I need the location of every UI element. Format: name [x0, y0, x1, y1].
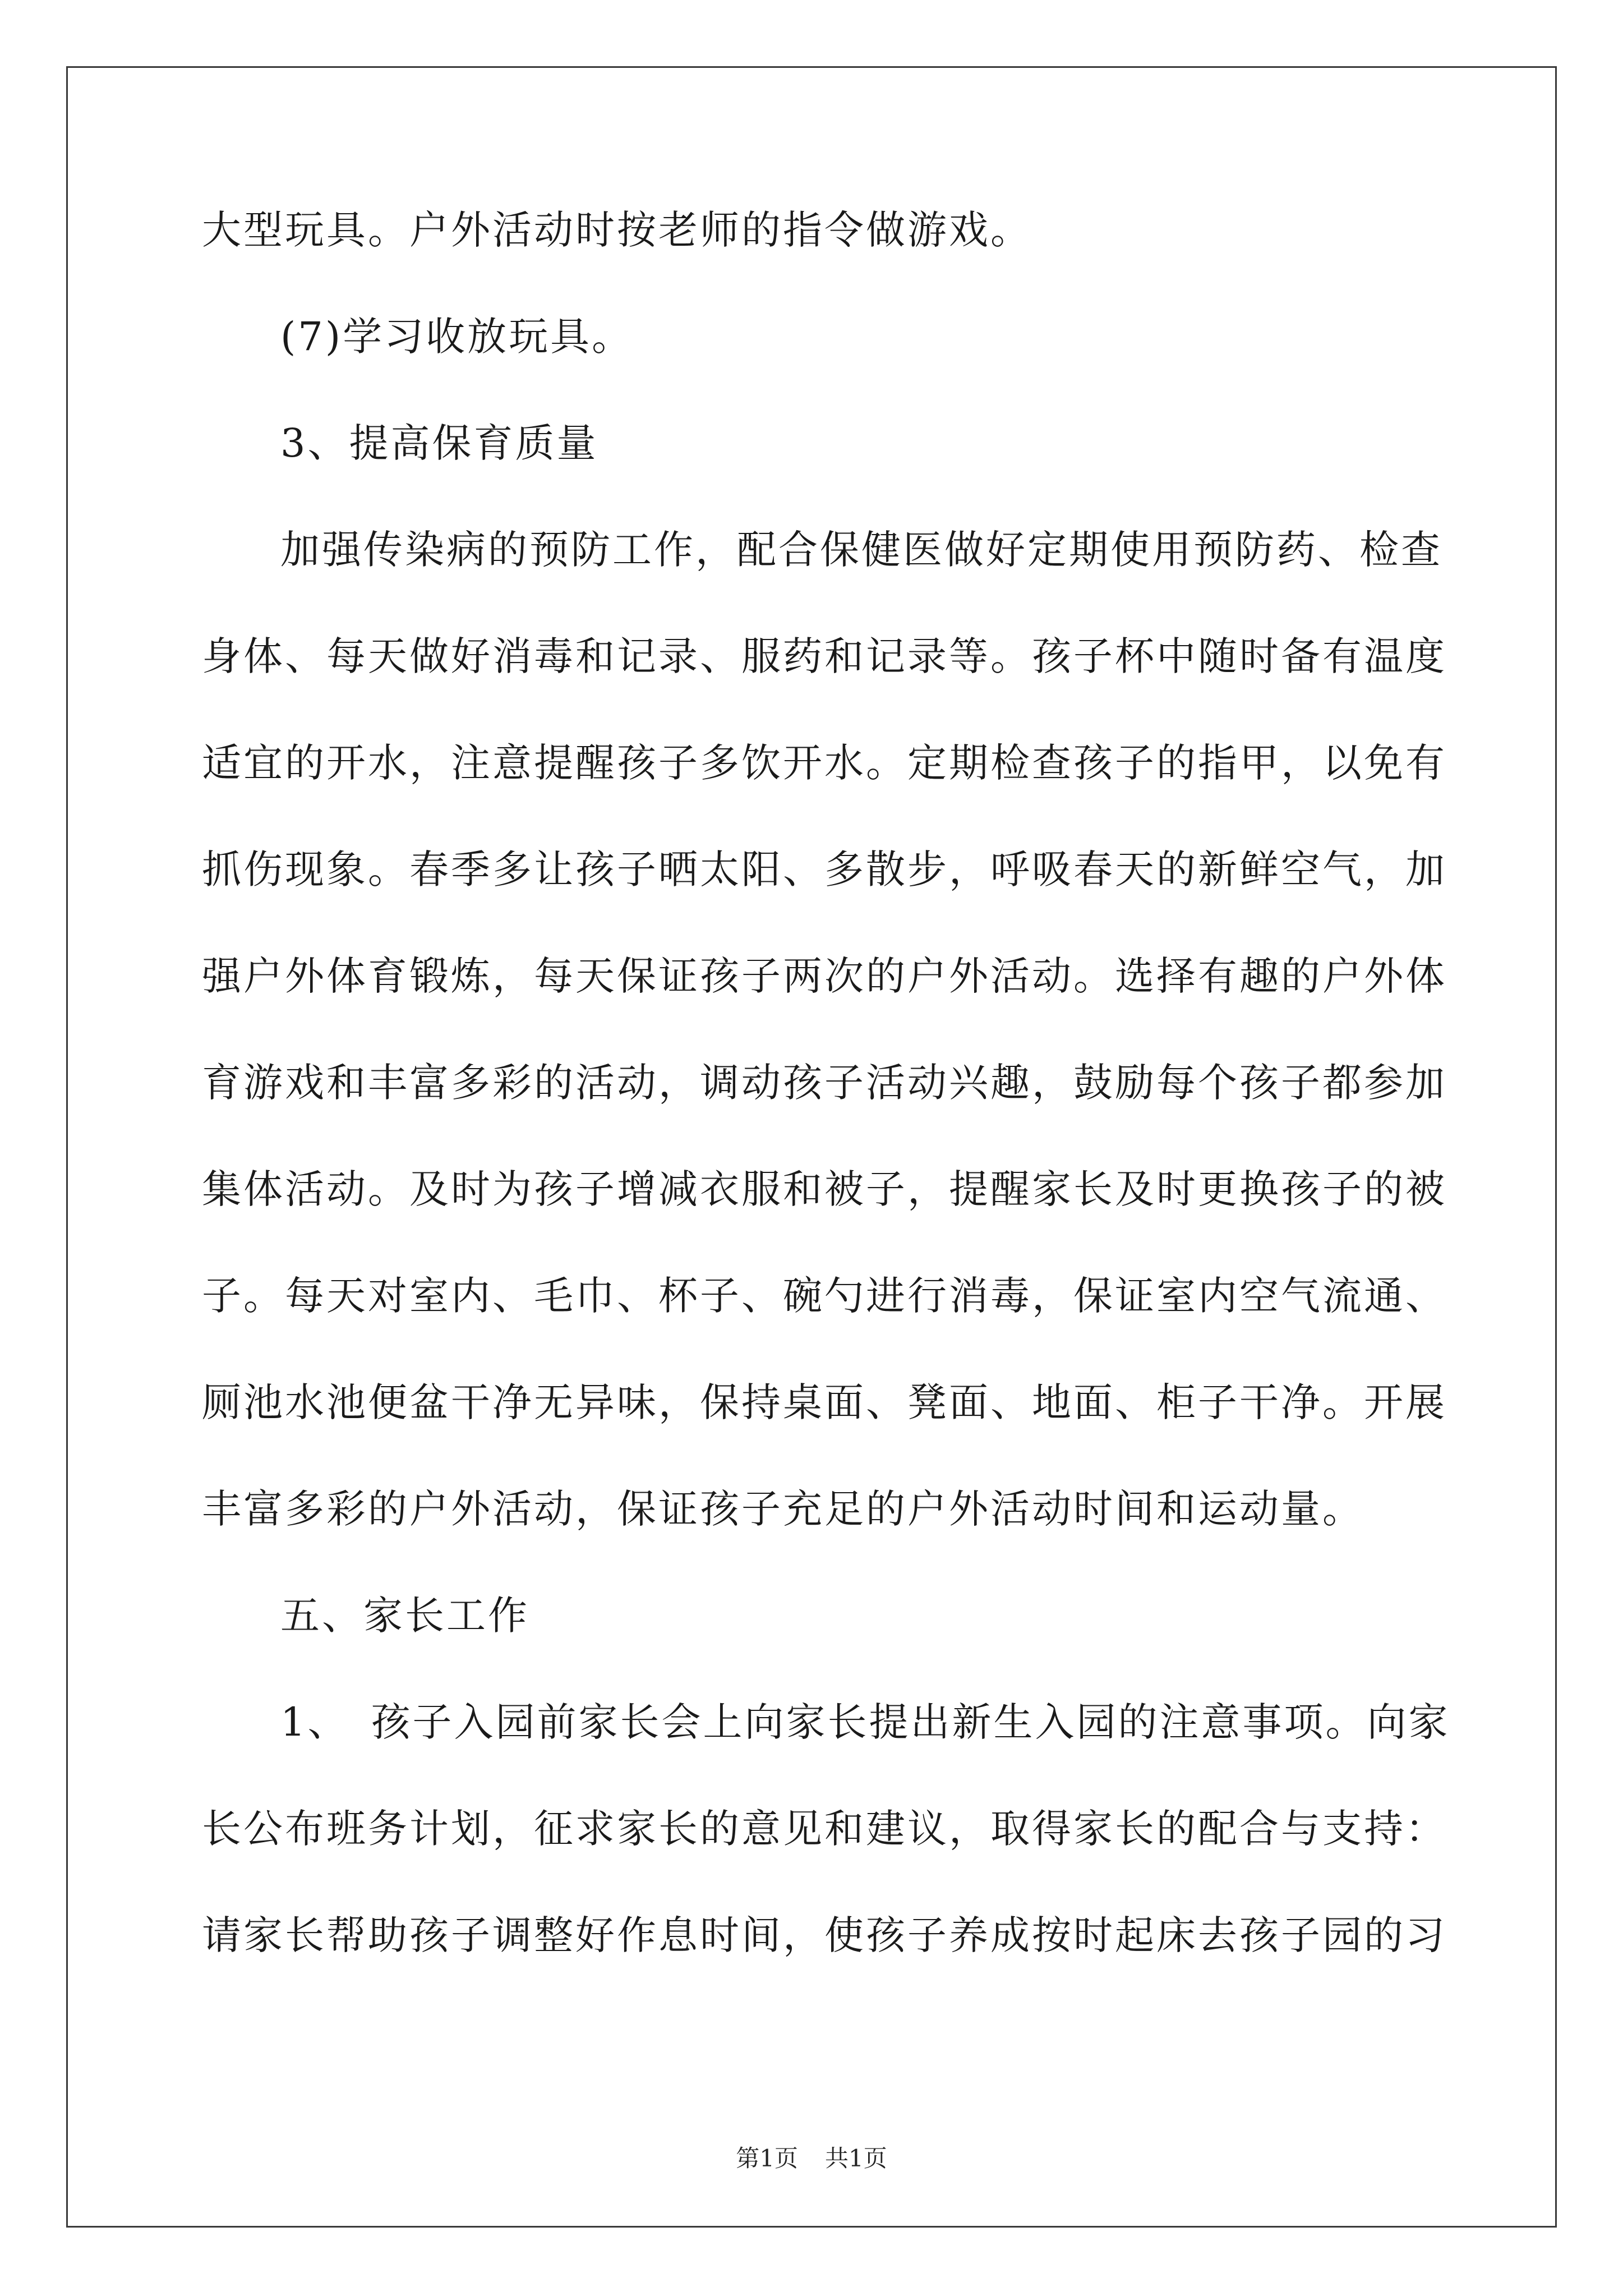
text-line: 适宜的开水，注意提醒孩子多饮开水。定期检查孩子的指甲，以免有 — [202, 740, 1447, 786]
text-line: 大型玩具。户外活动时按老师的指令做游戏。 — [202, 207, 1032, 253]
text-line: 厕池水池便盆干净无异味，保持桌面、凳面、地面、柜子干净。开展 — [202, 1379, 1447, 1425]
text-line: 子。每天对室内、毛巾、杯子、碗勺进行消毒，保证室内空气流通、 — [202, 1273, 1447, 1319]
text-line: 身体、每天做好消毒和记录、服药和记录等。孩子杯中随时备有温度 — [202, 633, 1447, 679]
page-footer — [0, 2142, 1623, 2175]
text-line: 加强传染病的预防工作，配合保健医做好定期使用预防药、检查 — [280, 527, 1442, 573]
text-line: 请家长帮助孩子调整好作息时间，使孩子养成按时起床去孩子园的习 — [202, 1912, 1447, 1958]
text-line: 育游戏和丰富多彩的活动，调动孩子活动兴趣，鼓励每个孩子都参加 — [202, 1060, 1447, 1106]
text-line: 1、 孩子入园前家长会上向家长提出新生入园的注意事项。向家 — [280, 1699, 1450, 1745]
page-total-label: 共1页 — [825, 2145, 887, 2172]
text-line: 强户外体育锻炼，每天保证孩子两次的户外活动。选择有趣的户外体 — [202, 953, 1447, 999]
text-line: 集体活动。及时为孩子增减衣服和被子，提醒家长及时更换孩子的被 — [202, 1166, 1447, 1212]
text-line: 长公布班务计划，征求家长的意见和建议，取得家长的配合与支持： — [202, 1806, 1447, 1852]
page-current-label: 第1页 — [736, 2145, 798, 2172]
page-border — [66, 66, 1557, 2228]
text-line: 丰富多彩的户外活动，保证孩子充足的户外活动时间和运动量。 — [202, 1486, 1364, 1532]
section-heading: 五、家长工作 — [280, 1593, 529, 1639]
text-line: (7)学习收放玩具。 — [280, 314, 634, 360]
section-heading: 3、提高保育质量 — [280, 420, 598, 466]
text-line: 抓伤现象。春季多让孩子晒太阳、多散步，呼吸春天的新鲜空气，加 — [202, 846, 1447, 892]
